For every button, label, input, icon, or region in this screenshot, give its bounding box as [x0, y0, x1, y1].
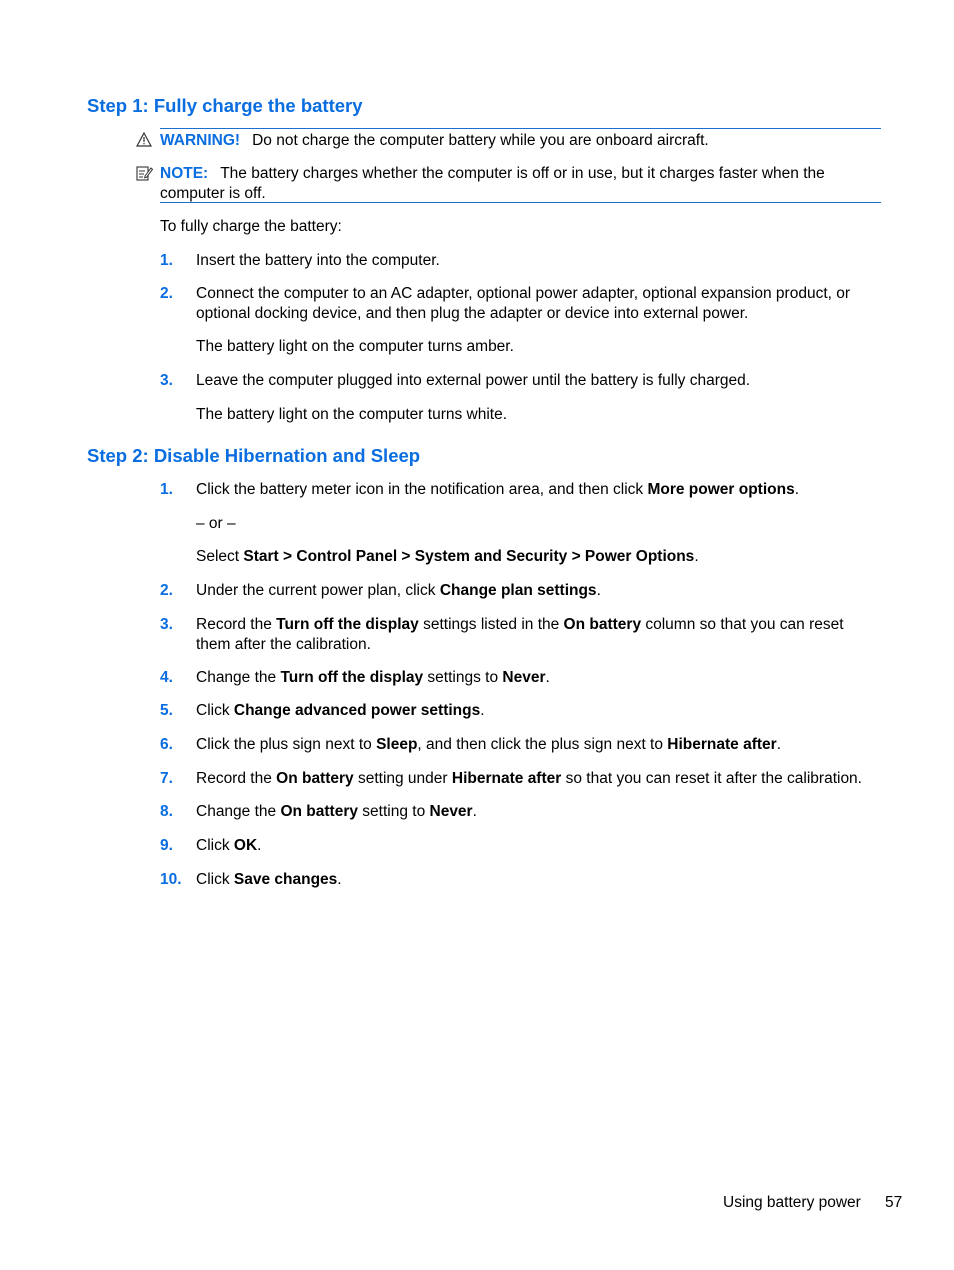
step2-item-6-bold2: Hibernate after: [667, 736, 777, 753]
step2-item-9-post: .: [257, 837, 262, 854]
step1-item-2-line1: Connect the computer to an AC adapter, optional power adapter, optional expansion product, or: [196, 285, 851, 302]
note-pencil-icon: [136, 165, 153, 186]
step2-item-3: [196, 615, 886, 654]
step1-item-2-sub: The battery light on the computer turns amber.: [196, 338, 514, 355]
step2-item-4-bold2: Never: [502, 669, 546, 686]
section-heading-step1: Step 1: Fully charge the battery: [87, 95, 363, 116]
step2-item-2-text: Under the current power plan, click: [196, 582, 440, 599]
step2-item-4-bold1: Turn off the display: [280, 669, 424, 686]
step2-item-4: [196, 668, 886, 688]
step2-item-8-mid: setting to: [357, 803, 430, 820]
footer-section-title: Using battery power: [723, 1194, 861, 1211]
step2-item-5: [196, 701, 886, 721]
step2-num-8: 8.: [160, 803, 173, 820]
step2-item-3-text: Record the: [196, 616, 277, 633]
step2-item-9-bold: OK: [233, 837, 258, 854]
step2-item-10-bold: Save changes: [233, 871, 338, 888]
step1-num-2: 2.: [160, 285, 173, 302]
step2-item-1-alt-bold: Start > Control Panel > System and Security > Power Options: [243, 548, 695, 565]
intro-text: To fully charge the battery:: [160, 218, 342, 235]
step2-item-3-bold2: On battery: [563, 616, 642, 633]
step1-item-2: [196, 284, 886, 323]
step2-item-1-text: Click the battery meter icon in the notification area, and then click: [196, 481, 648, 498]
step2-num-3: 3.: [160, 616, 173, 633]
step1-item-3: Leave the computer plugged into external power until the battery is fully charged.: [196, 372, 751, 389]
step2-num-6: 6.: [160, 736, 173, 753]
step2-item-7-bold1: On battery: [276, 770, 354, 787]
step2-item-5-post: .: [480, 702, 485, 719]
step2-item-6-bold1: Sleep: [376, 736, 418, 753]
note-label: NOTE:: [160, 165, 209, 182]
step1-item-1: Insert the battery into the computer.: [196, 252, 440, 269]
note-callout: [160, 162, 881, 203]
step2-item-6-mid: , and then click the plus sign next to: [417, 736, 668, 753]
step2-item-3-post: column so that you can reset: [641, 616, 844, 633]
step2-item-6-text: Click the plus sign next to: [196, 736, 377, 753]
step2-num-4: 4.: [160, 669, 173, 686]
step2-num-7: 7.: [160, 770, 173, 787]
step2-item-3-line2: them after the calibration.: [196, 635, 371, 653]
step2-item-5-text: Click: [196, 702, 234, 719]
warning-text: Do not charge the computer battery while you are onboard aircraft.: [252, 132, 709, 149]
step2-item-10: [196, 870, 886, 890]
step2-item-4-mid: settings to: [423, 669, 503, 686]
step2-item-8-bold1: On battery: [280, 803, 358, 820]
step2-item-4-text: Change the: [196, 669, 281, 686]
warning-callout: [160, 128, 881, 163]
step2-item-9-text: Click: [196, 837, 234, 854]
step1-item-2-line2: optional docking device, and then plug the adapter or device into external power.: [196, 304, 749, 322]
step2-item-8-bold2: Never: [429, 803, 473, 820]
step2-num-5: 5.: [160, 702, 173, 719]
warning-label: WARNING!: [160, 132, 241, 149]
step2-item-6: [196, 735, 886, 755]
step2-item-9: [196, 836, 886, 856]
warning-triangle-icon: [136, 132, 152, 152]
step2-item-8-post: .: [472, 803, 477, 820]
step2-item-7: [196, 769, 886, 789]
step2-item-8-text: Change the: [196, 803, 281, 820]
step2-item-2-bold: Change plan settings: [439, 582, 597, 599]
section-heading-step2: Step 2: Disable Hibernation and Sleep: [87, 445, 421, 466]
footer-page-number: 57: [885, 1194, 903, 1211]
step2-item-10-post: .: [337, 871, 342, 888]
note-text-line2: computer is off.: [160, 184, 266, 202]
step2-item-4-post: .: [545, 669, 550, 686]
step2-num-10: 10.: [160, 871, 182, 888]
step2-num-9: 9.: [160, 837, 173, 854]
step2-item-7-bold2: Hibernate after: [451, 770, 562, 787]
step2-item-6-post: .: [776, 736, 782, 753]
step2-num-1: 1.: [160, 481, 173, 498]
step2-item-8: [196, 802, 886, 822]
step2-num-2: 2.: [160, 582, 173, 599]
step2-item-10-text: Click: [196, 871, 234, 888]
step2-item-7-text: Record the: [196, 770, 277, 787]
step1-num-3: 3.: [160, 372, 173, 389]
step2-item-1-post: .: [794, 481, 800, 498]
step2-item-3-bold1: Turn off the display: [276, 616, 419, 633]
step2-item-1-alt: [196, 547, 886, 567]
step2-item-1: [196, 480, 886, 500]
step1-num-1: 1.: [160, 252, 173, 269]
step2-item-5-bold: Change advanced power settings: [233, 702, 481, 719]
step2-item-1-alt-post: .: [694, 548, 699, 565]
step2-item-1-bold: More power options: [647, 481, 795, 498]
step2-item-3-mid: settings listed in the: [418, 616, 564, 633]
step2-item-2-post: .: [596, 582, 601, 599]
step2-item-7-post: so that you can reset it after the calibration.: [561, 770, 862, 787]
step2-item-2: [196, 581, 886, 601]
note-text-line1: The battery charges whether the computer is off or in use, but it charges faster when the: [220, 165, 825, 182]
step2-item-1-or: – or –: [196, 515, 236, 532]
step2-item-7-mid: setting under: [353, 770, 452, 787]
step2-item-1-alt-text: Select: [196, 548, 244, 565]
step1-item-3-sub: The battery light on the computer turns white.: [196, 406, 508, 423]
